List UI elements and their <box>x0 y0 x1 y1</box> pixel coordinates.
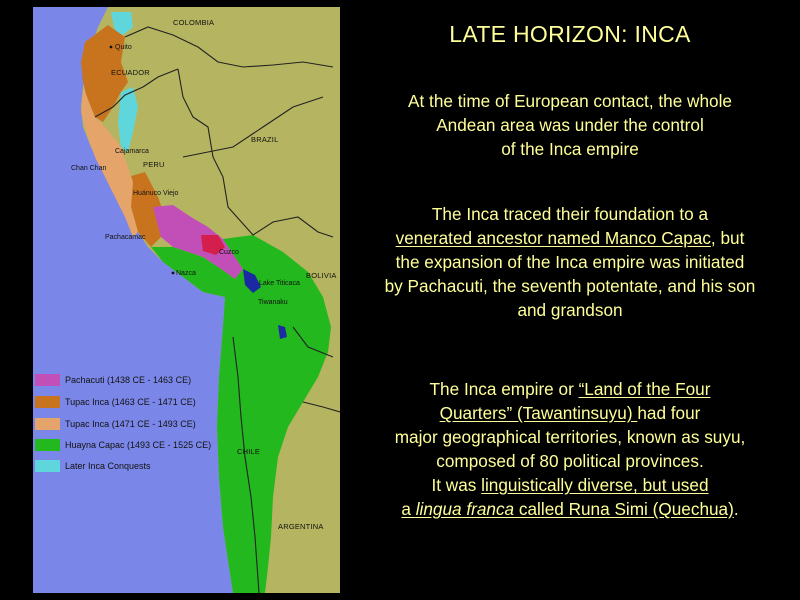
label-quito: Quito <box>115 44 132 51</box>
label-lake-titicaca: Lake Titicaca <box>259 280 300 287</box>
label-colombia: COLOMBIA <box>173 18 215 27</box>
label-bolivia: BOLIVIA <box>306 271 337 280</box>
slide-title: LATE HORIZON: INCA <box>449 21 691 47</box>
label-cuzco: Cuzco <box>219 249 239 256</box>
legend-label-tupac-early: Tupac Inca (1463 CE - 1471 CE) <box>65 397 196 407</box>
link-runa-simi-a[interactable]: a <box>401 499 416 519</box>
label-brazil: BRAZIL <box>251 135 279 144</box>
paragraph-european-contact <box>345 89 795 161</box>
p1-line2: Andean area was under the control <box>436 115 704 135</box>
p3-line2-rest: had four <box>637 403 701 423</box>
p3-line3: major geographical territories, known as suyu, <box>394 427 746 447</box>
slide-text-panel <box>345 0 795 600</box>
legend-label-later-conquests: Later Inca Conquests <box>65 461 151 471</box>
label-huanuco: Huánuco Viejo <box>133 190 179 197</box>
legend-label-tupac-late: Tupac Inca (1471 CE - 1493 CE) <box>65 419 196 429</box>
p2-line3: the expansion of the Inca empire was initiated <box>395 252 745 272</box>
legend-label-pachacuti: Pachacuti (1438 CE - 1463 CE) <box>65 375 192 385</box>
paragraph-foundation <box>345 202 795 322</box>
p3-line1-pre: The Inca empire or <box>429 379 579 399</box>
inca-empire-map <box>33 7 340 593</box>
label-argentina: ARGENTINA <box>278 522 324 531</box>
p2-line2-rest: , but <box>710 228 745 248</box>
label-tiwanaku: Tiwanaku <box>258 299 288 306</box>
p1-line3: of the Inca empire <box>501 139 639 159</box>
label-chan-chan: Chan Chan <box>71 165 107 172</box>
link-lingua-franca[interactable]: lingua franca <box>415 499 515 519</box>
p1-line1: At the time of European contact, the whole <box>408 91 732 111</box>
label-nazca: Nazca <box>176 270 196 277</box>
label-peru: PERU <box>143 160 165 169</box>
link-manco-capac[interactable]: venerated ancestor named Manco Capac <box>395 228 711 248</box>
link-runa-simi-b[interactable]: called Runa Simi (Quechua) <box>514 499 734 519</box>
quito-dot <box>110 46 113 49</box>
label-cajamarca: Cajamarca <box>115 148 149 155</box>
paragraph-tawantinsuyu <box>345 377 795 521</box>
link-land-of-four-quarters-a[interactable]: “Land of the Four <box>578 379 711 399</box>
p2-line2 <box>345 226 795 250</box>
legend-swatch-huayna-capac <box>35 439 60 451</box>
legend-swatch-later-conquests <box>35 460 60 472</box>
p2-line1: The Inca traced their foundation to a <box>431 204 709 224</box>
link-linguistically-diverse[interactable]: linguistically diverse, but used <box>481 475 709 495</box>
legend-swatch-pachacuti <box>35 374 60 386</box>
p3-line5-pre: It was <box>431 475 482 495</box>
p2-line4: by Pachacuti, the seventh potentate, and his son <box>384 276 756 296</box>
p3-line1 <box>345 377 795 401</box>
p3-line6 <box>345 497 795 521</box>
label-chile: CHILE <box>237 447 261 456</box>
label-pachacamac: Pachacamac <box>105 234 146 241</box>
legend-swatch-tupac-early <box>35 396 60 408</box>
p3-line6-end: . <box>733 499 739 519</box>
p3-line5 <box>345 473 795 497</box>
link-land-of-four-quarters-b[interactable]: Quarters” (Tawantinsuyu) <box>439 403 638 423</box>
legend-label-huayna-capac: Huayna Capac (1493 CE - 1525 CE) <box>65 440 212 450</box>
p2-line5: and grandson <box>517 300 623 320</box>
p3-line2 <box>345 401 795 425</box>
nazca-dot <box>172 272 175 275</box>
p3-line4: composed of 80 political provinces. <box>436 451 704 471</box>
legend-swatch-tupac-late <box>35 418 60 430</box>
label-ecuador: ECUADOR <box>111 68 150 77</box>
